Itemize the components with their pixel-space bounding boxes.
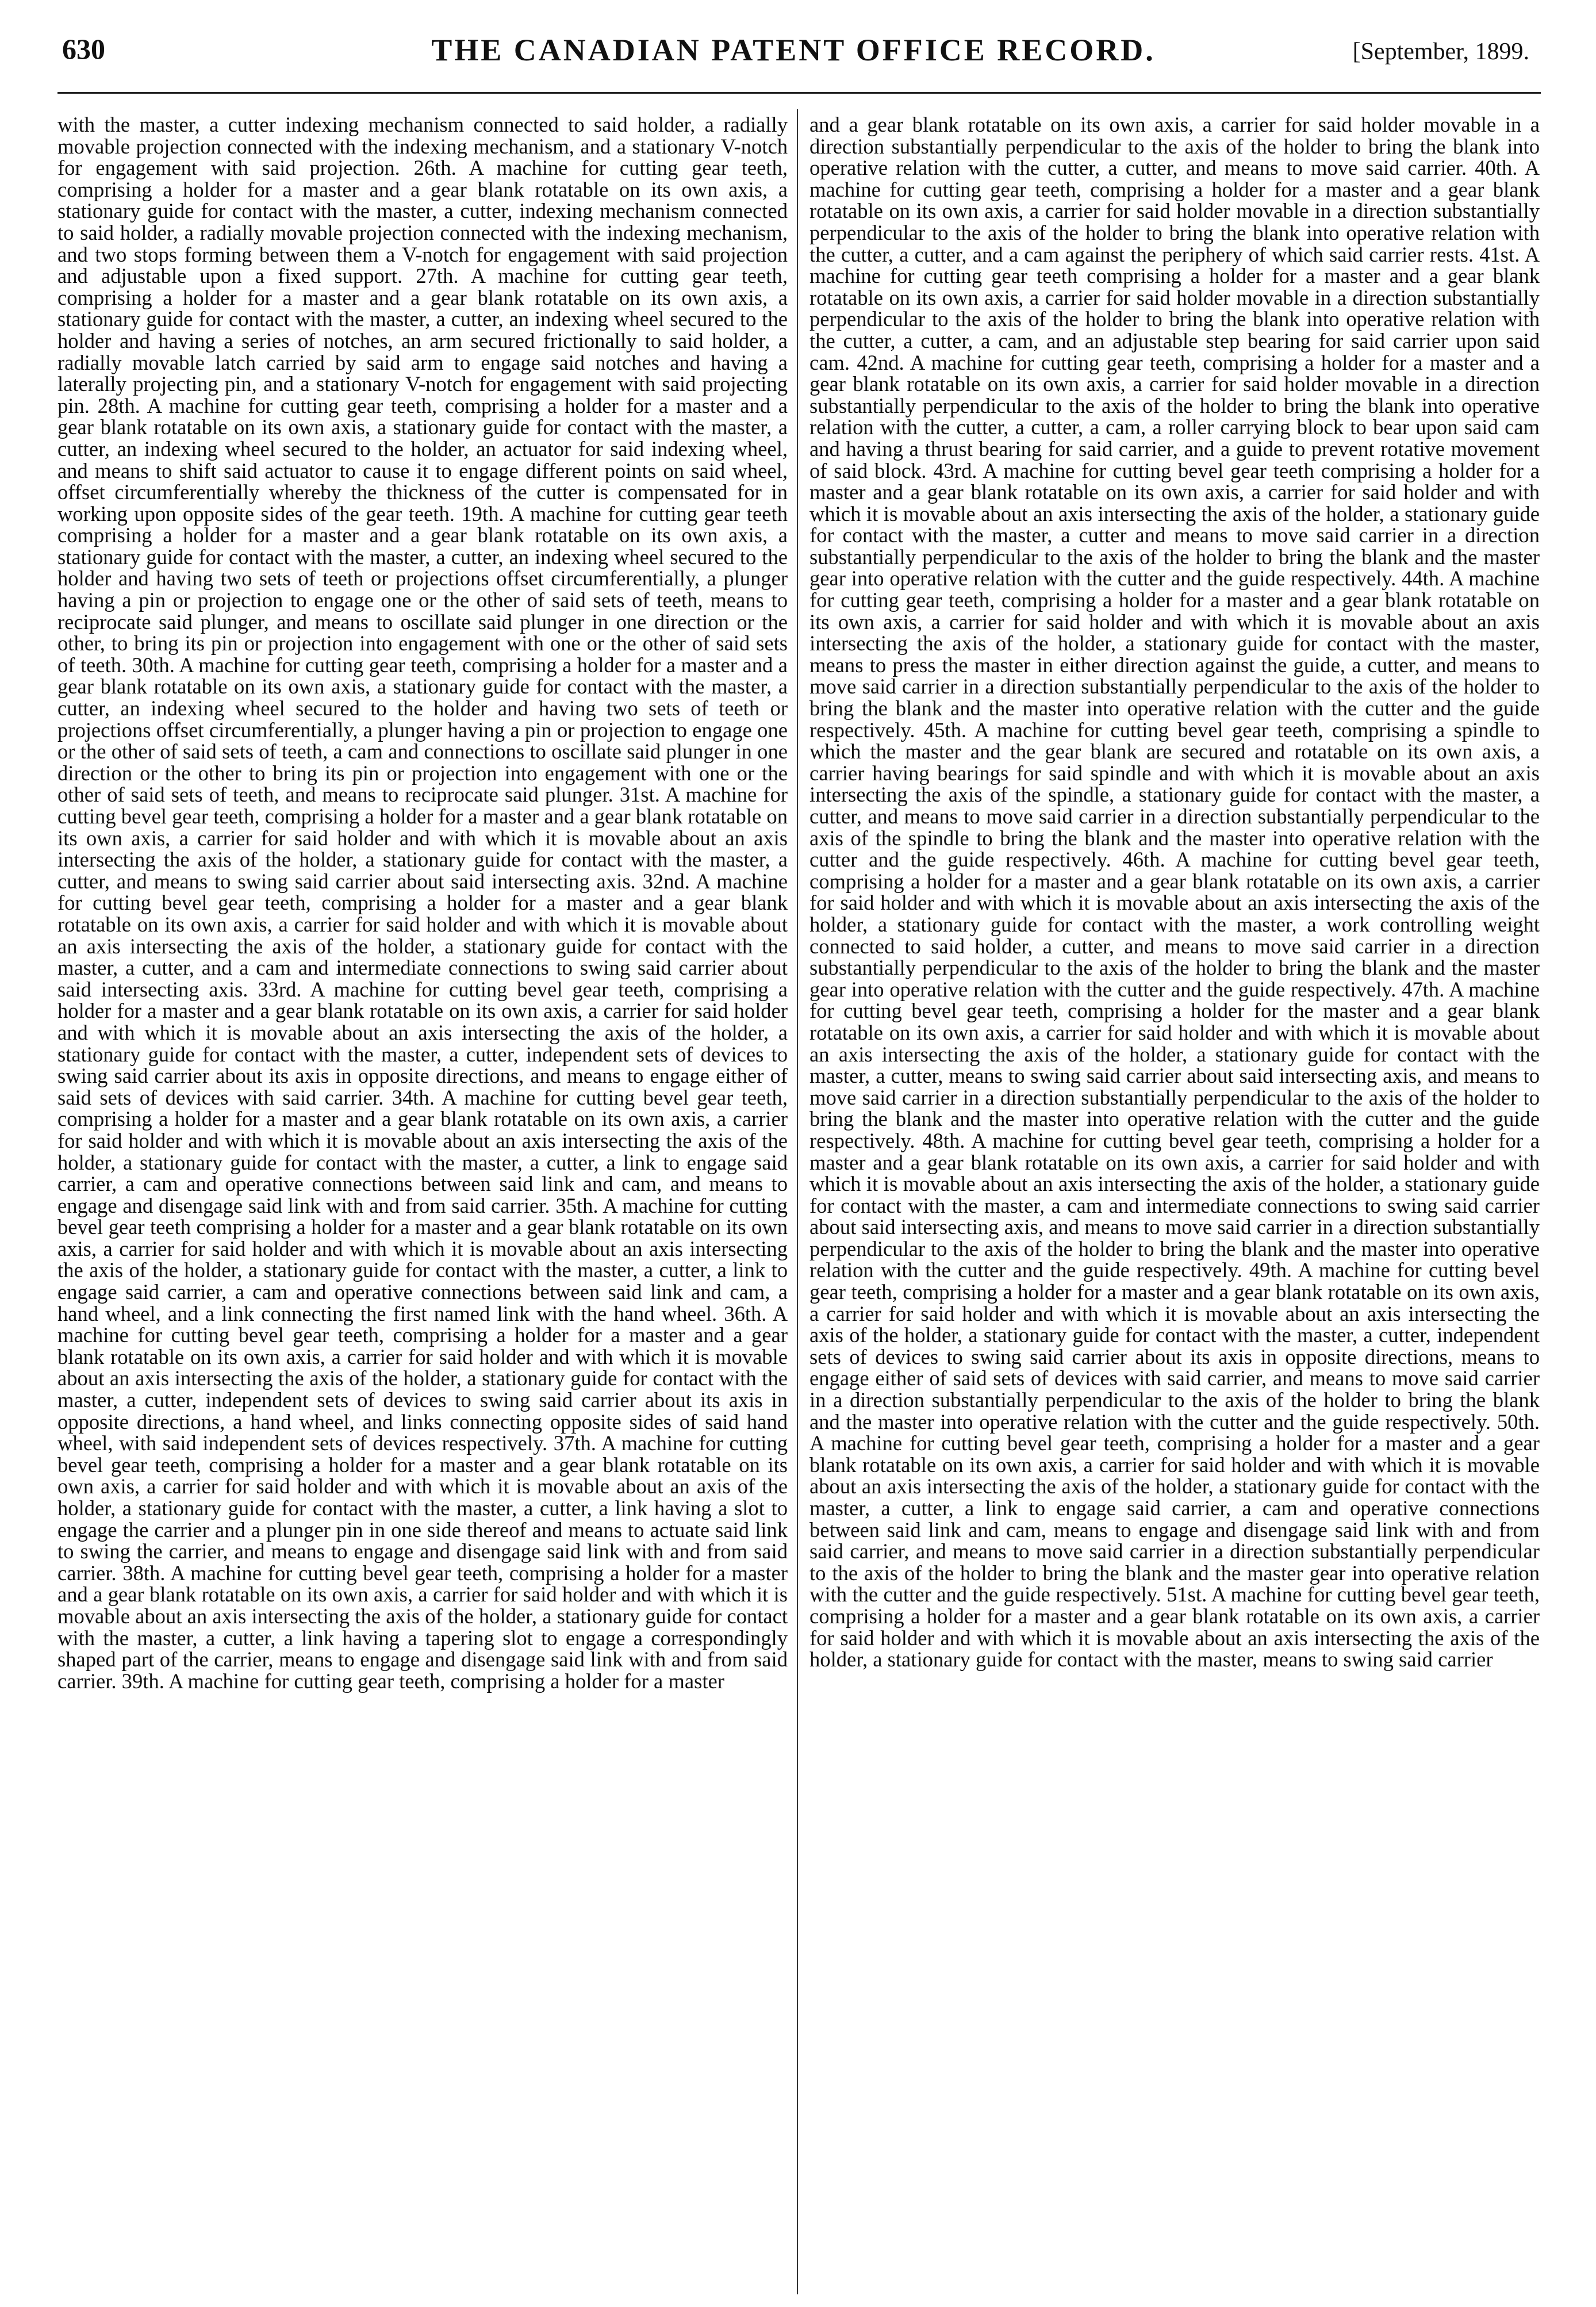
page-number: 630 <box>62 33 105 65</box>
text-column-right: and a gear blank rotatable on its own axis, a carrier for said holder movable in a direction substantially perpendicular to the axis of the holder to bring the blank into operative relation with the cutter, a cutter, and means to move said carrier. 40th. A machine for cutting gear teeth, comprising a holder for a master and a gear blank rotatable on its own axis, a carrier for said holder movable in a direction substantially perpendicular to the axis of the holder to bring the blank into operative relation with the cutter, a cutter, and a cam against the periphery of which said carrier rests. 41st. A machine for cutting gear teeth comprising a holder for a master and a gear blank rotatable on its own axis, a carrier for said holder movable in a direction substantially perpendicular to the axis of the holder to bring the blank into operative relation with the cutter, a cutter, a cam, and an adjustable step bearing for said carrier upon said cam. 42nd. A machine for cutting gear teeth, comprising a holder for a master and a gear blank rotatable on its own axis, a carrier for said holder movable in a direction substantially perpendicular to the axis of the holder to bring the blank into operative relation with the cutter, a cutter, a cam, a roller carrying block to bear upon said cam and having a thrust bearing for said carrier, and a guide to prevent rotative movement of said block. 43rd. A machine for cutting bevel gear teeth comprising a holder for a master and a gear blank rotatable on its own axis, a carrier for said holder and with which it is movable about an axis intersecting the axis of the holder, a stationary guide for contact with the master, a cutter and means to move said carrier in a direction substantially perpendicular to the axis of the holder to bring the blank and the master gear into operative relation with the cutter and the guide respectively. 44th. A machine for cutting gear teeth, comprising a holder for a master and a gear blank rotatable on its own axis, a carrier for said holder and with which it is movable about an axis intersecting the axis of the holder, a stationary guide for contact with the master, means to press the master in either direction against the guide, a cutter, and means to move said carrier in a direction substantially perpendicular to the axis of the holder to bring the blank and the master into operative relation with the cutter and the guide respectively. 45th. A machine for cutting bevel gear teeth, comprising a spindle to which the master and the gear blank are secured and rotatable on its own axis, a carrier having bearings for said spindle and with which it is movable about an axis intersecting the axis of the spindle, a stationary guide for contact with the master, a cutter, and means to move said carrier in a direction substantially perpendicular to the axis of the spindle to bring the blank and the master into operative relation with the cutter and the guide respectively. 46th. A machine for cutting bevel gear teeth, comprising a holder for a master and a gear blank rotatable on its own axis, a carrier for said holder and with which it is movable about an axis intersecting the axis of the holder, a stationary guide for contact with the master, a work controlling weight connected to said holder, a cutter, and means to move said carrier in a direction substantially perpendicular to the axis of the holder to bring the blank and the master gear into operative relation with the cutter and the guide respectively. 47th. A machine for cutting bevel gear teeth, comprising a holder for the master and a gear blank rotatable on its own axis, a carrier for said holder and with which it is movable about an axis intersecting the axis of the holder, a stationary guide for contact with the master, a cutter, means to swing said carrier about said intersecting axis, and means to move said carrier in a direction substantially perpendicular to the axis of the holder to bring the blank and the master into operative relation with the cutter and the guide respectively. 48th. A machine for cutting bevel gear teeth, comprising a holder for a master and a gear blank rotatable on its own axis, a carrier for said holder and with which it is movable about an axis intersecting the axis of the holder, a stationary guide for contact with the master, a cam and intermediate connections to swing said carrier about said intersecting axis, and means to move said carrier in a direction substantially perpendicular to the axis of the holder to bring the blank and the master into operative relation with the cutter and the guide respectively. 49th. A machine for cutting bevel gear teeth, comprising a holder for a master and a gear blank rotatable on its own axis, a carrier for said holder and with which it is movable about an axis intersecting the axis of the holder, a stationary guide for contact with the master, a cutter, independent sets of devices to swing said carrier about its axis in opposite directions, means to engage either of said sets of devices with said carrier, and means to move said carrier in a direction substantially perpendicular to the axis of the holder to bring the blank and the master into operative relation with the cutter and the guide respectively. 50th. A machine for cutting bevel gear teeth, comprising a holder for a master and a gear blank rotatable on its own axis, a carrier for said holder and with which it is movable about an axis intersecting the axis of the holder, a stationary guide for contact with the master, a cutter, a link to engage said carrier, a cam and operative connections between said link and cam, means to engage and disengage said link with and from said carrier, and means to move said carrier in a direction substantially perpendicular to the axis of the holder to bring the blank and the master gear into operative relation with the cutter and the guide respectively. 51st. A machine for cutting bevel gear teeth, comprising a holder for a master and a gear blank rotatable on its own axis, a carrier for said holder and with which it is movable about an axis intersecting the axis of the holder, a stationary guide for contact with the master, means to swing said carrier <box>809 114 1540 1672</box>
header-rule <box>57 92 1541 94</box>
column-divider <box>797 109 798 2294</box>
journal-title: THE CANADIAN PATENT OFFICE RECORD. <box>431 33 1156 67</box>
page-header <box>57 32 1529 68</box>
text-column-left: with the master, a cutter indexing mechanism connected to said holder, a radially movable projection connected with the indexing mechanism, and a stationary V-notch for engagement with said projection. 26th. A machine for cutting gear teeth, comprising a holder for a master and a gear blank rotatable on its own axis, a stationary guide for contact with the master, a cutter, indexing mechanism connected to said holder, a radially movable projection connected with the indexing mechanism, and two stops forming between them a V-notch for engagement with said projection and adjustable upon a fixed support. 27th. A machine for cutting gear teeth, comprising a holder for a master and a gear blank rotatable on its own axis, a stationary guide for contact with the master, a cutter, an indexing wheel secured to the holder and having a series of notches, an arm secured frictionally to said holder, a radially movable latch carried by said arm to engage said notches and having a laterally projecting pin, and a stationary V-notch for engagement with said projecting pin. 28th. A machine for cutting gear teeth, comprising a holder for a master and a gear blank rotatable on its own axis, a stationary guide for contact with the master, a cutter, an indexing wheel secured to the holder, an actuator for said indexing wheel, and means to shift said actuator to cause it to engage different points on said wheel, offset circumferentially whereby the thickness of the cutter is compensated for in working upon opposite sides of the gear teeth. 19th. A machine for cutting gear teeth comprising a holder for a master and a gear blank rotatable on its own axis, a stationary guide for contact with the master, a cutter, an indexing wheel secured to the holder and having two sets of teeth or projections offset circumferentially, a plunger having a pin or projection to engage one or the other of said sets of teeth, means to reciprocate said plunger, and means to oscillate said plunger in one direction or the other, to bring its pin or projection into engagement with one or the other of said sets of teeth. 30th. A machine for cutting gear teeth, comprising a holder for a master and a gear blank rotatable on its own axis, a stationary guide for contact with the master, a cutter, an indexing wheel secured to the holder and having two sets of teeth or projections offset circumferentially, a plunger having a pin or projection to engage one or the other of said sets of teeth, a cam and connections to oscillate said plunger in one direction or the other to bring its pin or projection into engagement with one or the other of said sets of teeth, and means to reciprocate said plunger. 31st. A machine for cutting bevel gear teeth, comprising a holder for a master and a gear blank rotatable on its own axis, a carrier for said holder and with which it is movable about an axis intersecting the axis of the holder, a stationary guide for contact with the master, a cutter, and means to swing said carrier about said intersecting axis. 32nd. A machine for cutting bevel gear teeth, comprising a holder for a master and a gear blank rotatable on its own axis, a carrier for said holder and with which it is movable about an axis intersecting the axis of the holder, a stationary guide for contact with the master, a cutter, and a cam and intermediate connections to swing said carrier about said intersecting axis. 33rd. A machine for cutting bevel gear teeth, comprising a holder for a master and a gear blank rotatable on its own axis, a carrier for said holder and with which it is movable about an axis intersecting the axis of the holder, a stationary guide for contact with the master, a cutter, independent sets of devices to swing said carrier about its axis in opposite directions, and means to engage either of said sets of devices with said carrier. 34th. A machine for cutting bevel gear teeth, comprising a holder for a master and a gear blank rotatable on its own axis, a carrier for said holder and with which it is movable about an axis intersecting the axis of the holder, a stationary guide for contact with the master, a cutter, a link to engage said carrier, a cam and operative connections between said link and cam, and means to engage and disengage said link with and from said carrier. 35th. A machine for cutting bevel gear teeth comprising a holder for a master and a gear blank rotatable on its own axis, a carrier for said holder and with which it is movable about an axis intersecting the axis of the holder, a stationary guide for contact with the master, a cutter, a link to engage said carrier, a cam and operative connections between said link and cam, a hand wheel, and a link connecting the first named link with the hand wheel. 36th. A machine for cutting bevel gear teeth, comprising a holder for a master and a gear blank rotatable on its own axis, a carrier for said holder and with which it is movable about an axis intersecting the axis of the holder, a stationary guide for contact with the master, a cutter, independent sets of devices to swing said carrier about its axis in opposite directions, a hand wheel, and links connecting opposite sides of said hand wheel, with said independent sets of devices respectively. 37th. A machine for cutting bevel gear teeth, comprising a holder for a master and a gear blank rotatable on its own axis, a carrier for said holder and with which it is movable about an axis of the holder, a stationary guide for contact with the master, a cutter, a link having a slot to engage the carrier and a plunger pin in one side thereof and means to actuate said link to swing the carrier, and means to engage and disengage said link with and from said carrier. 38th. A machine for cutting bevel gear teeth, comprising a holder for a master and a gear blank rotatable on its own axis, a carrier for said holder and with which it is movable about an axis intersecting the axis of the holder, a stationary guide for contact with the master, a cutter, a link having a tapering slot to engage a correspondingly shaped part of the carrier, means to engage and disengage said link with and from said carrier. 39th. A machine for cutting gear teeth, comprising a holder for a master <box>57 114 788 1693</box>
issue-date: [September, 1899. <box>1352 39 1529 65</box>
